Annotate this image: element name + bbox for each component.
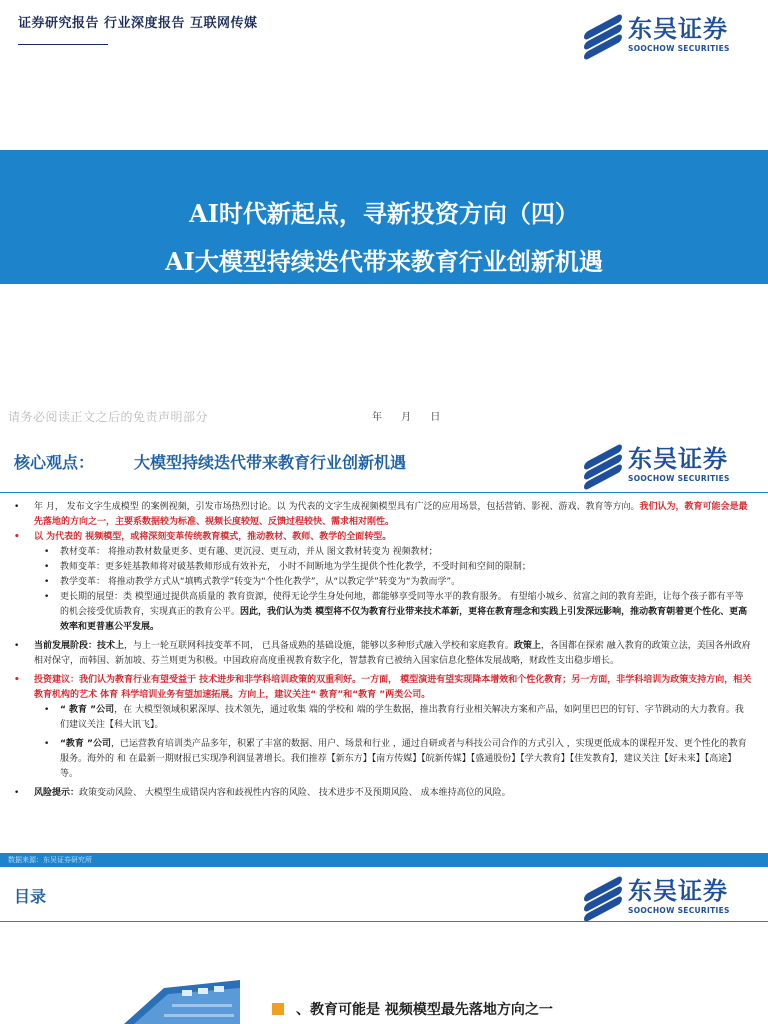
sub-bullet-icon: •	[44, 705, 50, 715]
sub-bullet-icon: •	[44, 739, 50, 749]
section-divider	[0, 492, 768, 493]
sub-bullet-text: ，在 大模型领域积累深厚、技术领先，通过收集 端的学校和 端的学生数据，推出教育行业相关解决方案和产品，如阿里巴巴的钉钉、字节跳动的大力教育。我们建议关注【科大讯飞】。	[60, 705, 744, 730]
bullet-highlight: 技术上	[97, 641, 125, 651]
logo-name-en: SOOCHOW SECURITIES	[628, 906, 730, 915]
logo-mark-icon	[584, 881, 622, 915]
logo-name-cn: 东吴证券	[628, 17, 728, 43]
logo-name-cn: 东吴证券	[628, 879, 728, 905]
sub-bullet-highlight: 因此，我们认为类 模型将不仅为教育行业带来技术革新，更将在教育理念和实践上引发深远影响，推动教育朝着更个性化、更高效率和更普惠公平发展。	[60, 607, 748, 632]
bullet-icon: •	[14, 675, 20, 685]
sub-bullet-icon: •	[44, 577, 50, 587]
report-title: AI时代新起点，寻新投资方向（四）	[189, 199, 579, 228]
core-label: 核心观点：	[14, 453, 95, 472]
bullet-text: 政策变动风险、 大模型生成错误内容和歧视性内容的风险、 技术进步不及预期风险、 成本维持高位的风险。	[79, 788, 511, 798]
sub-bullet-item	[0, 737, 768, 782]
report-date: 年 月 日	[372, 412, 449, 423]
sub-bullet-text: 教材变革： 将推动教材数量更多、更有趣、更沉浸、更互动，并从 图文教材转变为 视频教材；	[60, 547, 438, 557]
bullet-highlight: 我们认为，教育可能会是最先落地的方向之一，主要系数据较为标准、视频长度较短、反馈过程较快、需求相对刚性。	[34, 502, 748, 527]
bullet-highlight: 以 为代表的 视频模型，或将深刻变革传统教育模式，推动教材、教师、教学的全面转型。	[34, 532, 392, 542]
bullet-label: 当前发展阶段：	[34, 641, 98, 651]
sub-bullet-item	[0, 590, 768, 635]
toc-bullet-square	[272, 1003, 284, 1015]
bullet-text: ，与上一轮互联网科技变革不同， 已具备成熟的基础设施，能够以多种形式融入学校和家庭教育。	[124, 641, 514, 651]
logo	[584, 18, 730, 53]
sub-bullet-text: 教师变革：更多娃基教师将对破基教师形成有效补充， 小时不间断地为学生提供个性化教学，不受时间和空间的限制；	[60, 562, 531, 572]
toc-item[interactable]: 、教育可能是 视频模型最先落地方向之一	[296, 1002, 553, 1018]
logo-name-en: SOOCHOW SECURITIES	[628, 474, 730, 483]
bullet-item	[0, 500, 768, 530]
sub-bullet-item	[0, 545, 768, 560]
bullet-highlight: 政策上	[513, 641, 541, 651]
sub-bullet-label: “教育 ”公司	[60, 739, 111, 749]
bullet-label: 风险提示：	[34, 788, 80, 798]
header-divider	[18, 44, 108, 45]
source-bar	[0, 853, 768, 867]
sub-bullet-item	[0, 560, 768, 575]
core-bullets	[0, 500, 768, 801]
toc-divider	[0, 921, 768, 922]
logo-secondary	[584, 448, 730, 483]
report-tags: 证券研究报告 行业深度报告 互联网传媒	[18, 16, 258, 31]
toc-label: 目录	[14, 887, 47, 906]
bullet-icon: •	[14, 502, 20, 512]
bullet-item	[0, 530, 768, 545]
bullet-item	[0, 639, 768, 669]
sub-bullet-item	[0, 575, 768, 590]
sub-bullet-icon: •	[44, 592, 50, 602]
sub-bullet-icon: •	[44, 562, 50, 572]
sub-bullet-text: ，已运营教育培训类产品多年，积累了丰富的数据、用户、场景和行业 ，通过自研或者与科技公司合作的方式引入 ，实现更低成本的课程开发、更个性化的教育服务。海外的 和 在最新一期财报已实现净利润显著增长。我们推荐【新东方】【南方传媒】【皖新传媒】【盛通股份】【学大教育】【佳发教育】，建议关注【好未来】【高途】等。	[60, 739, 747, 779]
bullet-highlight: 投资建议：我们认为教育行业有望受益于 技术进步和非学科培训政策的双重利好。一方面， 模型演进有望实现降本增效和个性化教育；另一方面，非学科培训为政策支持方向，相关教育机构的艺术 体育 科学培训业务有望加速拓展。方向上，建议关注“ 教育”和“教育 ”两类公司。	[34, 675, 752, 700]
sub-bullet-label: “ 教育 ”公司	[60, 705, 115, 715]
sub-bullet-text: 更长期的展望：类 模型通过提供高质量的 教育资源，使得无论学生身处何地，都能够享受同等水平的教育服务。 有望缩小城乡、贫富之间的教育差距，让每个孩子都有平等的机会接受优质教育，实现真正的教育公平。	[60, 592, 744, 617]
sub-bullet-item	[0, 703, 768, 733]
bullet-icon: •	[14, 641, 20, 651]
bullet-text: ，各国都在探索 融入教育的政策立法，美国各州政府相对保守，而韩国、新加坡、芬兰则更为积极。中国政府高度重视教育数字化，智慧教育已被纳入国家信息化整体发展战略，财政性支出稳步增长。	[34, 641, 751, 666]
logo-name-en: SOOCHOW SECURITIES	[628, 44, 730, 53]
core-title: 大模型持续迭代带来教育行业创新机遇	[134, 453, 407, 472]
bullet-icon: •	[14, 532, 20, 542]
bullet-text: 年 月， 发布文字生成模型 的案例视频，引发市场热烈讨论。以 为代表的文字生成视频模型具有广泛的应用场景，包括营销、影视、游戏、教育等方向。	[34, 502, 640, 512]
source-text: 数据来源：东吴证券研究所	[8, 856, 92, 864]
sub-bullet-text: 教学变革： 将推动教学方式从“填鸭式教学”转变为“个性化教学”，从“以教定学”转变为“为教而学”。	[60, 577, 461, 587]
logo-name-cn: 东吴证券	[628, 447, 728, 473]
bullet-icon: •	[14, 788, 20, 798]
report-subtitle: AI大模型持续迭代带来教育行业创新机遇	[165, 247, 603, 276]
disclaimer-text: 请务必阅读正文之后的免责声明部分	[8, 410, 209, 424]
bullet-item	[0, 673, 768, 703]
logo-mark-icon	[584, 19, 622, 53]
building-image-icon	[124, 980, 240, 1024]
logo-toc	[584, 880, 730, 915]
bullet-item	[0, 786, 768, 801]
logo-mark-icon	[584, 449, 622, 483]
sub-bullet-icon: •	[44, 547, 50, 557]
